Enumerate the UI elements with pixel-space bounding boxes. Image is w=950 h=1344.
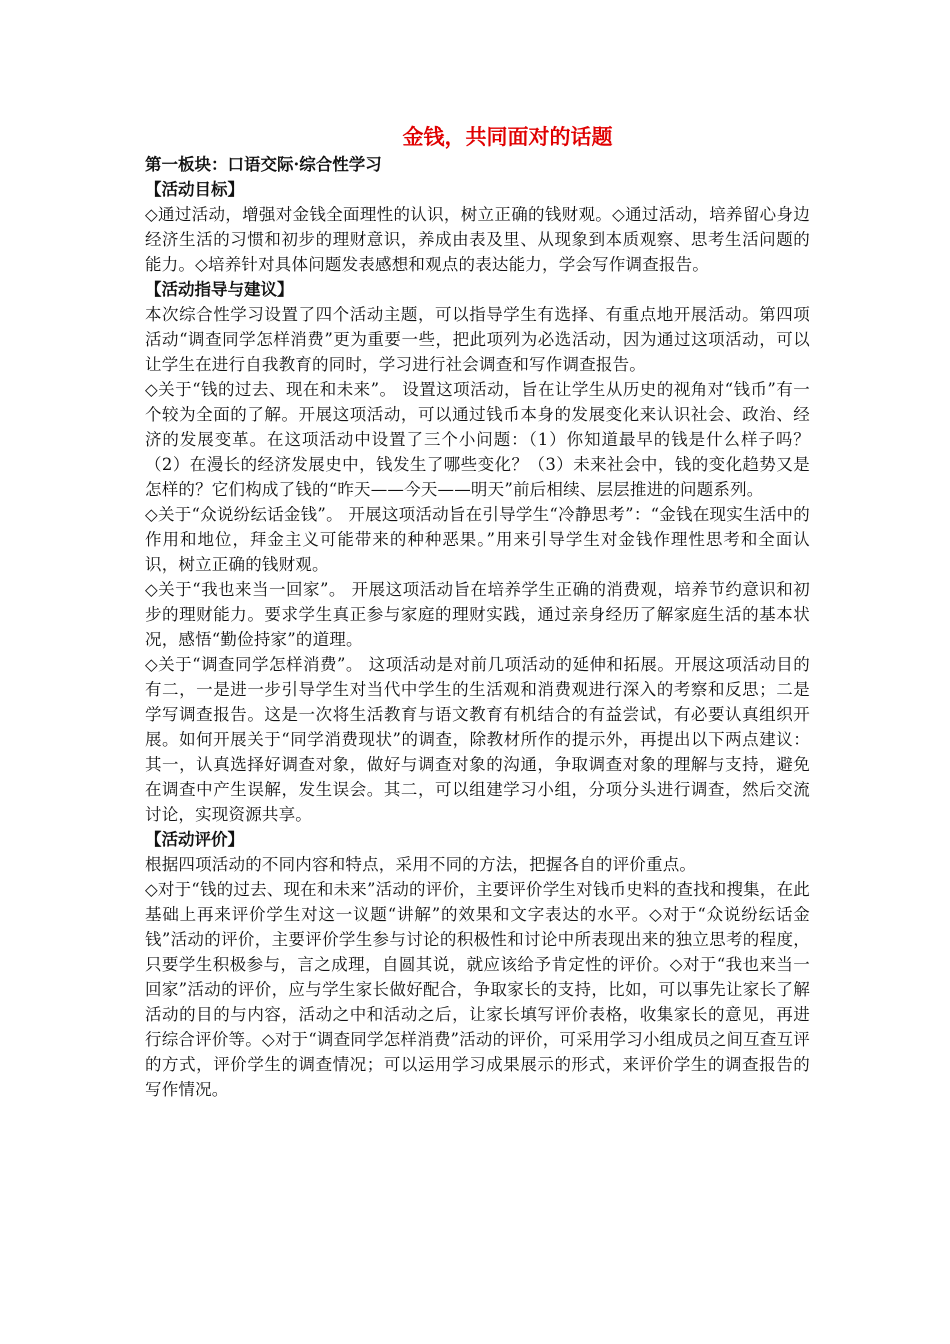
body-paragraph: ◇关于“我也来当一回家”。 开展这项活动旨在培养学生正确的消费观，培养节约意识和初步的理财能力。要求学生真正参与家庭的理财实践，通过亲身经历了解家庭生活的基本状况，感悟“勤俭持家”的道理。 [145, 580, 810, 649]
body-paragraph: ◇对于“钱的过去、现在和未来”活动的评价，主要评价学生对钱币史料的查找和搜集，在此基础上再来评价学生对这一议题“讲解”的效果和文字表达的水平。◇对于“众说纷纭话金钱”活动的评价，主要评价学生参与讨论的积极性和讨论中所表现出来的独立思考的程度，只要学生积极参与，言之成理，自圆其说，就应该给予肯定性的评价。◇对于“我也来当一回家”活动的评价，应与学生家长做好配合，争取家长的支持，比如，可以事先让家长了解活动的目的与内容，活动之中和活动之后，让家长填写评价表格，收集家长的意见，再进行综合评价等。◇对于“调查同学怎样消费”活动的评价，可采用学习小组成员之间互查互评的方式，评价学生的调查情况；可以运用学习成果展示的形式，来评价学生的调查报告的写作情况。 [145, 880, 810, 1099]
body-paragraph: ◇关于“众说纷纭话金钱”。 开展这项活动旨在引导学生“冷静思考”：“金钱在现实生活中的作用和地位，拜金主义可能带来的种种恶果。”用来引导学生对金钱作理性思考和全面认识，树立正确的钱财观。 [145, 505, 810, 574]
document-body [145, 177, 810, 1102]
document-title: 金钱，共同面对的话题 [402, 124, 613, 149]
body-paragraph: ◇通过活动，增强对金钱全面理性的认识，树立正确的钱财观。◇通过活动，培养留心身边经济生活的习惯和初步的理财意识，养成由表及里、从现象到本质观察、思考生活问题的能力。◇培养针对具体问题发表感想和观点的表达能力，学会写作调查报告。 [145, 205, 810, 274]
document-page [145, 122, 810, 1102]
body-paragraph: 根据四项活动的不同内容和特点，采用不同的方法，把握各自的评价重点。 [145, 855, 697, 874]
section-heading: 第一板块：口语交际·综合性学习 [145, 155, 382, 174]
activity-heading: 【活动指导与建议】 [145, 280, 294, 299]
activity-heading: 【活动目标】 [145, 180, 244, 199]
body-paragraph: 本次综合性学习设置了四个活动主题，可以指导学生有选择、有重点地开展活动。第四项活动“调查同学怎样消费”更为重要一些，把此项列为必选活动，因为通过这项活动，可以让学生在进行自我教育的同时，学习进行社会调查和写作调查报告。 [145, 305, 810, 374]
activity-heading: 【活动评价】 [145, 830, 244, 849]
body-paragraph: ◇关于“调查同学怎样消费”。 这项活动是对前几项活动的延伸和拓展。开展这项活动目的有二，一是进一步引导学生对当代中学生的生活观和消费观进行深入的考察和反思；二是学写调查报告。这是一次将生活教育与语文教育有机结合的有益尝试，有必要认真组织开展。如何开展关于“同学消费现状”的调查，除教材所作的提示外，再提出以下两点建议：其一，认真选择好调查对象，做好与调查对象的沟通，争取调查对象的理解与支持，避免在调查中产生误解，发生误会。其二，可以组建学习小组，分项分头进行调查，然后交流讨论，实现资源共享。 [145, 655, 810, 824]
body-paragraph: ◇关于“钱的过去、现在和未来”。 设置这项活动，旨在让学生从历史的视角对“钱币”有一个较为全面的了解。开展这项活动，可以通过钱币本身的发展变化来认识社会、政治、经济的发展变革。在这项活动中设置了三个小问题：（1）你知道最早的钱是什么样子吗？（2）在漫长的经济发展史中，钱发生了哪些变化？（3）未来社会中，钱的变化趋势又是怎样的？它们构成了钱的“昨天——今天——明天”前后相续、层层推进的问题系列。 [145, 380, 810, 499]
